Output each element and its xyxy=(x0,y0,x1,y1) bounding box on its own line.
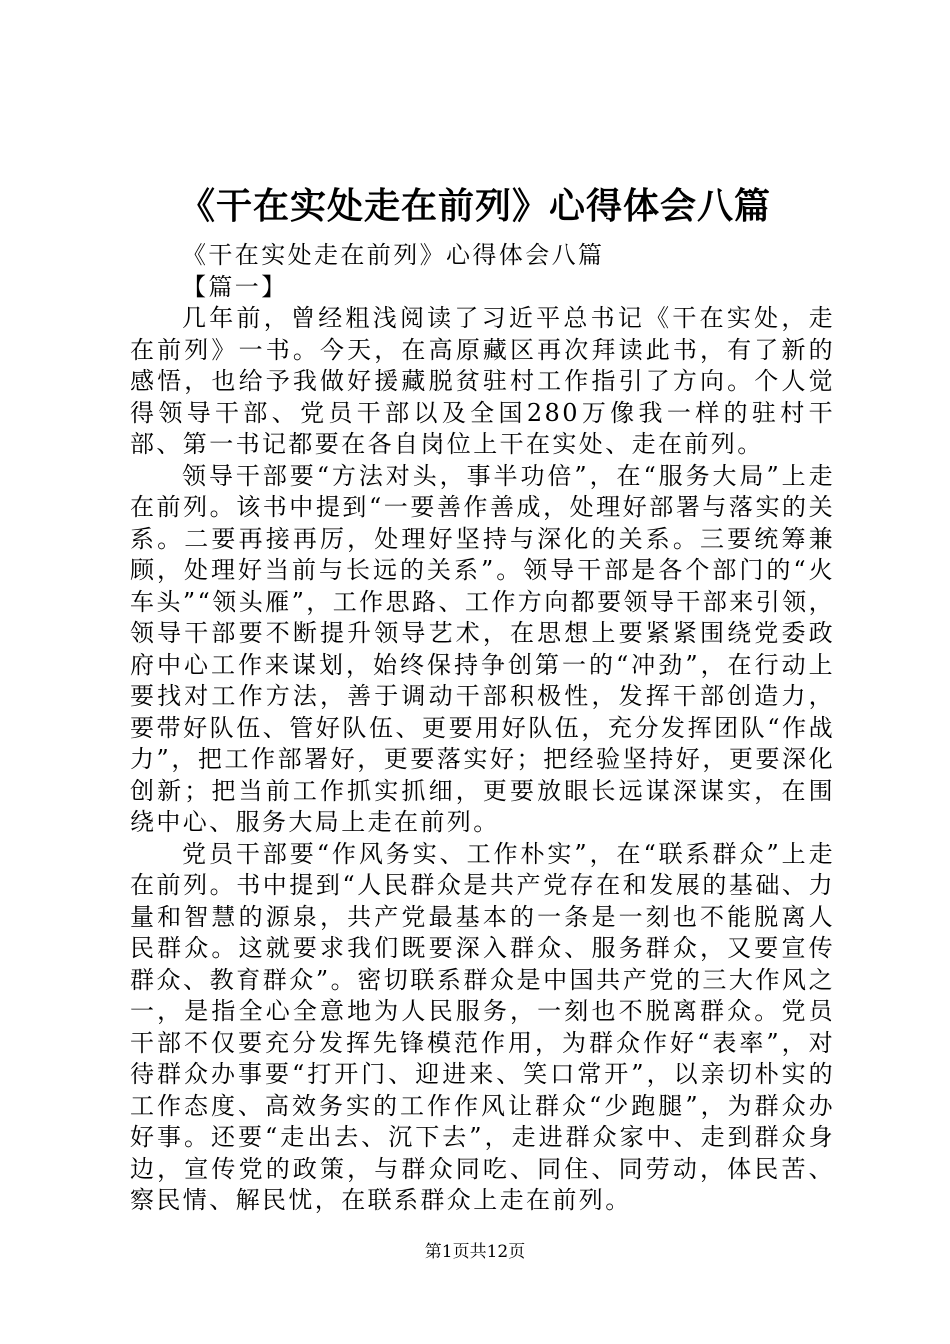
page-number: 第1页 xyxy=(424,1242,470,1262)
section-heading: 【篇一】 xyxy=(182,272,288,301)
subtitle-paragraph: 《干在实处走在前列》心得体会八篇 xyxy=(182,241,605,269)
page-total: 共12页 xyxy=(469,1242,526,1262)
document-title: 《干在实处走在前列》心得体会八篇 xyxy=(178,185,771,227)
document-body xyxy=(130,240,835,1217)
body-paragraph: 领导干部要“方法对头，事半功倍”，在“服务大局”上走在前列。该书中提到“一要善作善成，处理好部署与落实的关系。二要再接再厉，处理好坚持与深化的关系。三要统筹兼顾，处理好当前与长远的关系”。领导干部是各个部门的“火车头”“领头雁”，工作思路、工作方向都要领导干部来引领，领导干部要不断提升领导艺术，在思想上要紧紧围绕党委政府中心工作来谋划，始终保持争创第一的“冲劲”，在行动上要找对工作方法，善于调动干部积极性，发挥干部创造力，要带好队伍、管好队伍、更要用好队伍，充分发挥团队“作战力”，把工作部署好，更要落实好；把经验坚持好，更要深化创新；把当前工作抓实抓细，更要放眼长远谋深谋实，在围绕中心、服务大局上走在前列。 xyxy=(130,461,835,836)
body-paragraph: 党员干部要“作风务实、工作朴实”，在“联系群众”上走在前列。书中提到“人民群众是共产党存在和发展的基础、力量和智慧的源泉，共产党最基本的一条是一刻也不能脱离人民群众。这就要求我们既要深入群众、服务群众，又要宣传群众、教育群众”。密切联系群众是中国共产党的三大作风之一，是指全心全意地为人民服务，一刻也不脱离群众。党员干部不仅要充分发挥先锋模范作用，为群众作好“表率”，对待群众办事要“打开门、迎进来、笑口常开”，以亲切朴实的工作态度、高效务实的工作作风让群众“少跑腿”，为群众办好事。还要“走出去、沉下去”，走进群众家中、走到群众身边，宣传党的政策，与群众同吃、同住、同劳动，体民苦、察民情、解民忧，在联系群众上走在前列。 xyxy=(130,839,835,1214)
body-paragraph: 几年前，曾经粗浅阅读了习近平总书记《干在实处，走在前列》一书。今天，在高原藏区再次拜读此书，有了新的感悟，也给予我做好援藏脱贫驻村工作指引了方向。个人觉得领导干部、党员干部以及全国280万像我一样的驻村干部、第一书记都要在各自岗位上干在实处、走在前列。 xyxy=(130,304,835,458)
page-footer xyxy=(0,1240,950,1264)
